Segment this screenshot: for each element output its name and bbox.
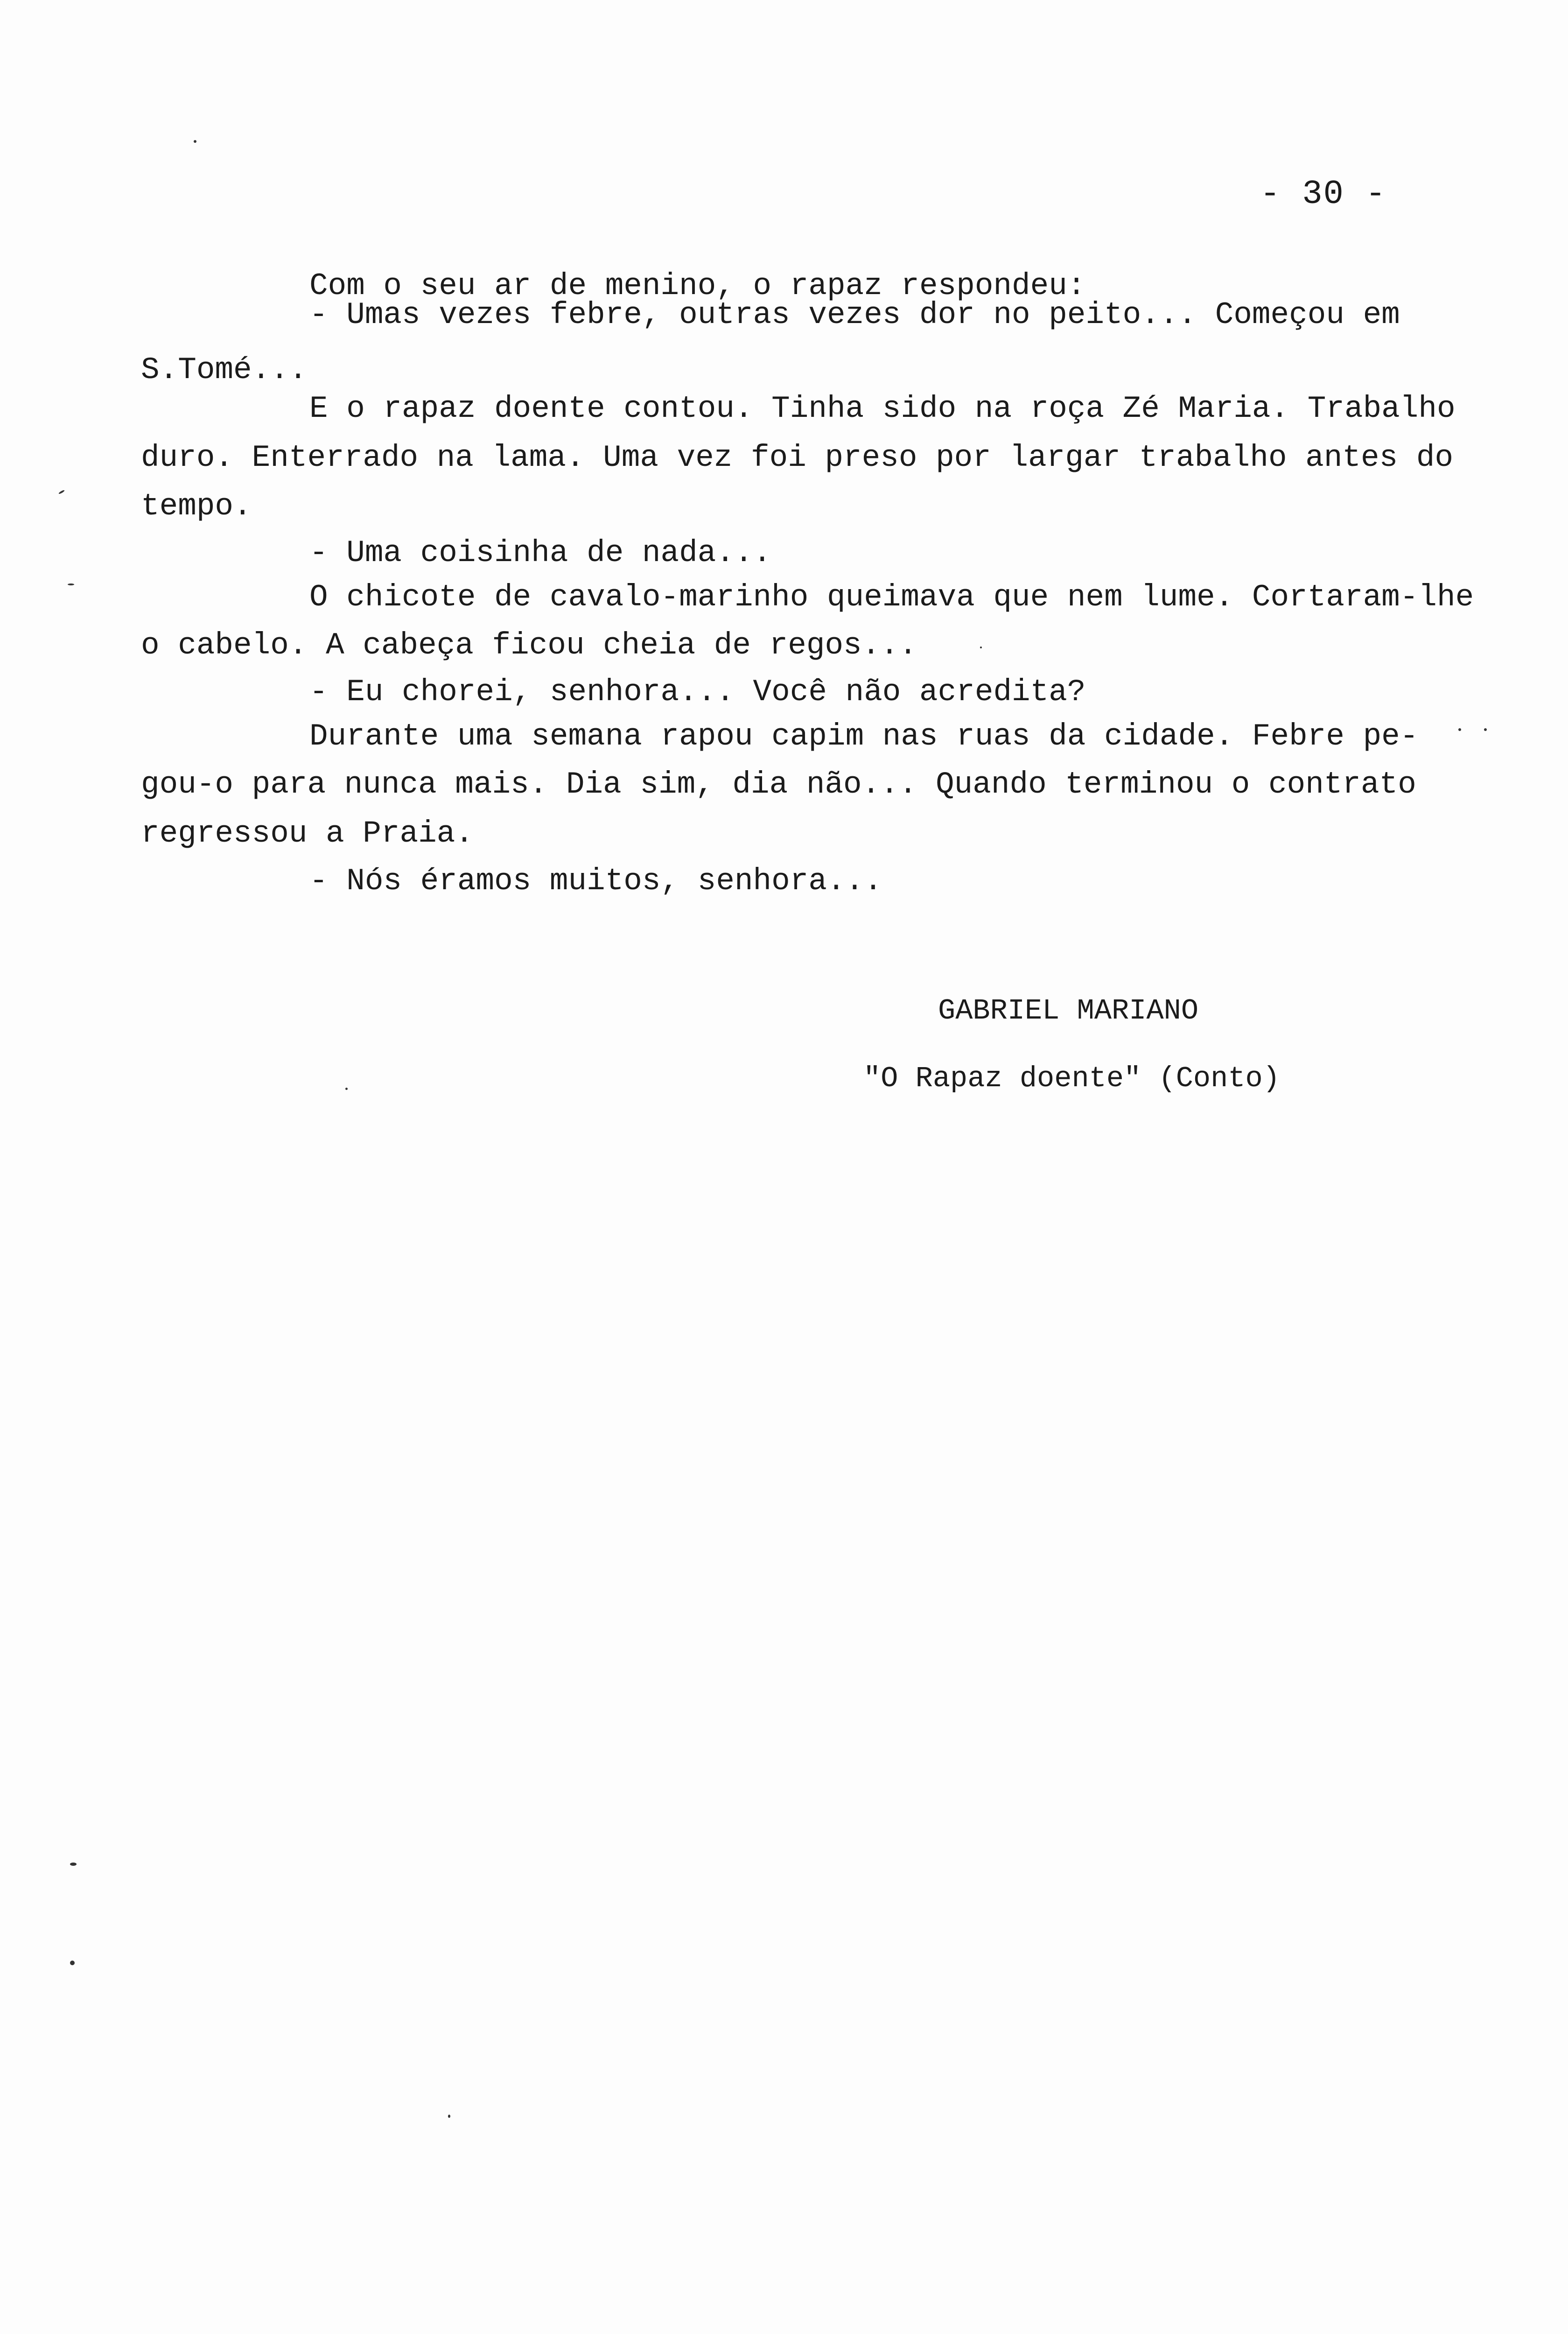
text-line-14: - Nós éramos muitos, senhora...: [309, 864, 882, 899]
author-name: GABRIEL MARIANO: [938, 994, 1199, 1027]
scan-speck: [1484, 728, 1487, 731]
text-line-11: Durante uma semana rapou capim nas ruas da cidade. Febre pe-: [309, 719, 1419, 754]
text-line-7: - Uma coisinha de nada...: [309, 535, 772, 570]
text-line-4: E o rapaz doente contou. Tinha sido na roça Zé Maria. Trabalho: [309, 391, 1456, 426]
source-title: "O Rapaz doente" (Conto): [863, 1062, 1280, 1095]
text-line-10: - Eu chorei, senhora... Você não acredita?: [309, 675, 1086, 710]
scan-speck: [1458, 728, 1461, 731]
scan-speck: [345, 1088, 348, 1090]
page-number: - 30 -: [1260, 175, 1387, 213]
scan-speck: [70, 1863, 77, 1866]
scan-speck: [70, 1961, 75, 1965]
text-line-2: - Umas vezes febre, outras vezes dor no peito... Começou em: [309, 297, 1400, 332]
scan-speck: [980, 647, 982, 648]
text-line-1: Com o seu ar de menino, o rapaz respondeu:: [309, 268, 1086, 303]
text-line-9: o cabelo. A cabeça ficou cheia de regos...: [141, 628, 917, 663]
scan-speck: [194, 140, 196, 143]
scan-speck: [448, 2115, 450, 2118]
text-line-8: O chicote de cavalo-marinho queimava que nem lume. Cortaram-lhe: [309, 580, 1474, 615]
text-line-6: tempo.: [141, 489, 252, 524]
scan-speck: [58, 490, 65, 494]
text-line-12: gou-o para nunca mais. Dia sim, dia não... Quando terminou o contrato: [141, 767, 1416, 802]
scan-speck: [68, 584, 74, 585]
text-line-3: S.Tomé...: [141, 352, 308, 387]
text-line-13: regressou a Praia.: [141, 816, 474, 851]
text-line-5: duro. Enterrado na lama. Uma vez foi preso por largar trabalho antes do: [141, 440, 1454, 475]
